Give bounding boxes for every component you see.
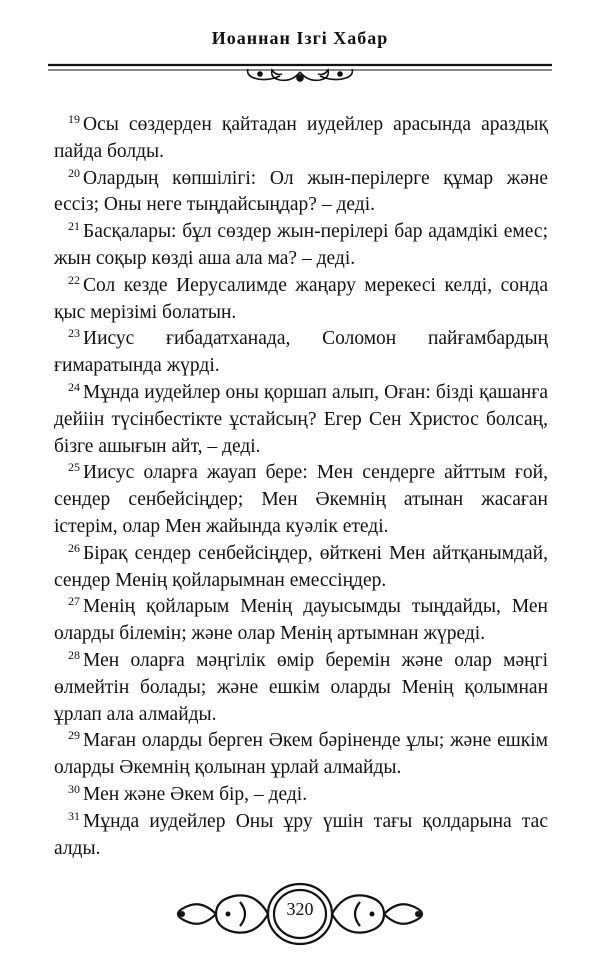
verse-text: Бірақ сендер сенбейсіңдер, өйткені Мен айтқанымдай, сендер Менің қойларымнан емессіңдер. [54,542,548,591]
verse-text: Менің қойларым Менің дауысымды тыңдайды, Мен оларды білемін; және олар Менің артымнан жүреді. [54,596,548,645]
verse-21 [54,219,548,273]
verse-text: Осы сөздерден қайтадан иудейлер арасында араздық пайда болды. [54,114,548,162]
verse-24 [54,380,548,460]
page-number: 320 [286,899,314,919]
verse-number: 30 [68,781,80,796]
verse-number: 28 [68,647,80,662]
verse-28 [54,648,548,728]
verse-text: Мұнда иудейлер оны қоршап алып, Оған: бізді қашанға дейіін түсінбестікте ұстайсың? Егер Сен Христос болсаң, бізге ашығын айт, – деді. [54,381,548,457]
verse-text: Мен оларға мәңгілік өмір беремін және олар мәңгі өлмейтін болады; және ешкім оларды Менің қолымнан ұрлап ала алмайды. [54,649,548,725]
verse-26 [54,541,548,595]
verse-number: 21 [68,219,80,234]
verse-27 [54,594,548,648]
verse-number: 24 [68,379,80,394]
verse-number: 20 [68,165,80,180]
header-ornament-rule [48,62,552,102]
verse-text: Сол кезде Иерусалимде жаңару мерекесі келді, сонда қыс мерізімі болатын. [54,274,548,323]
verse-number: 22 [68,272,80,287]
verse-number: 23 [68,326,80,341]
verse-text: Иисус ғибадатханада, Соломон пайғамбардың ғимаратында жүрді. [54,328,548,377]
verse-29 [54,728,548,782]
verse-number: 31 [68,808,80,823]
verse-22 [54,273,548,327]
verse-30 [54,782,548,809]
verse-number: 29 [68,728,80,743]
verse-text: Олардың көпшілігі: Ол жын-перілерге құмар және ессіз; Оны неге тыңдайсыңдар? – деді. [54,167,548,216]
verse-text: Мен және Әкем бір, – деді. [83,783,308,805]
verse-text: Мұнда иудейлер Оны ұру үшін тағы қолдарына тас алды. [54,810,548,859]
verse-text: Иисус оларға жауап бере: Мен сендерге айттым ғой, сендер сенбейсіңдер; Мен Әкемнің атынан жасаған істерім, олар Мен жайында куәлік етеді. [54,462,548,537]
running-header-title: Иоаннан Ізгі Хабар [211,28,389,48]
verse-number: 26 [68,540,80,555]
verse-31 [54,809,548,863]
verse-text: Басқалары: бұл сөздер жын-перілері бар адамдікі емес; жын соқыр көзді аша ала ма? – деді. [54,221,548,269]
verse-number: 19 [68,112,80,126]
verse-number: 27 [68,594,80,609]
verse-19 [54,112,548,166]
verse-23 [54,326,548,380]
verse-25 [54,460,548,540]
verse-number: 25 [68,460,80,475]
verse-20 [54,166,548,220]
verse-text: Маған оларды берген Әкем бәріненде ұлы; және ешкім оларды Әкемнің қолынан ұрлай алмайды. [54,730,548,779]
verse-list [54,112,548,862]
